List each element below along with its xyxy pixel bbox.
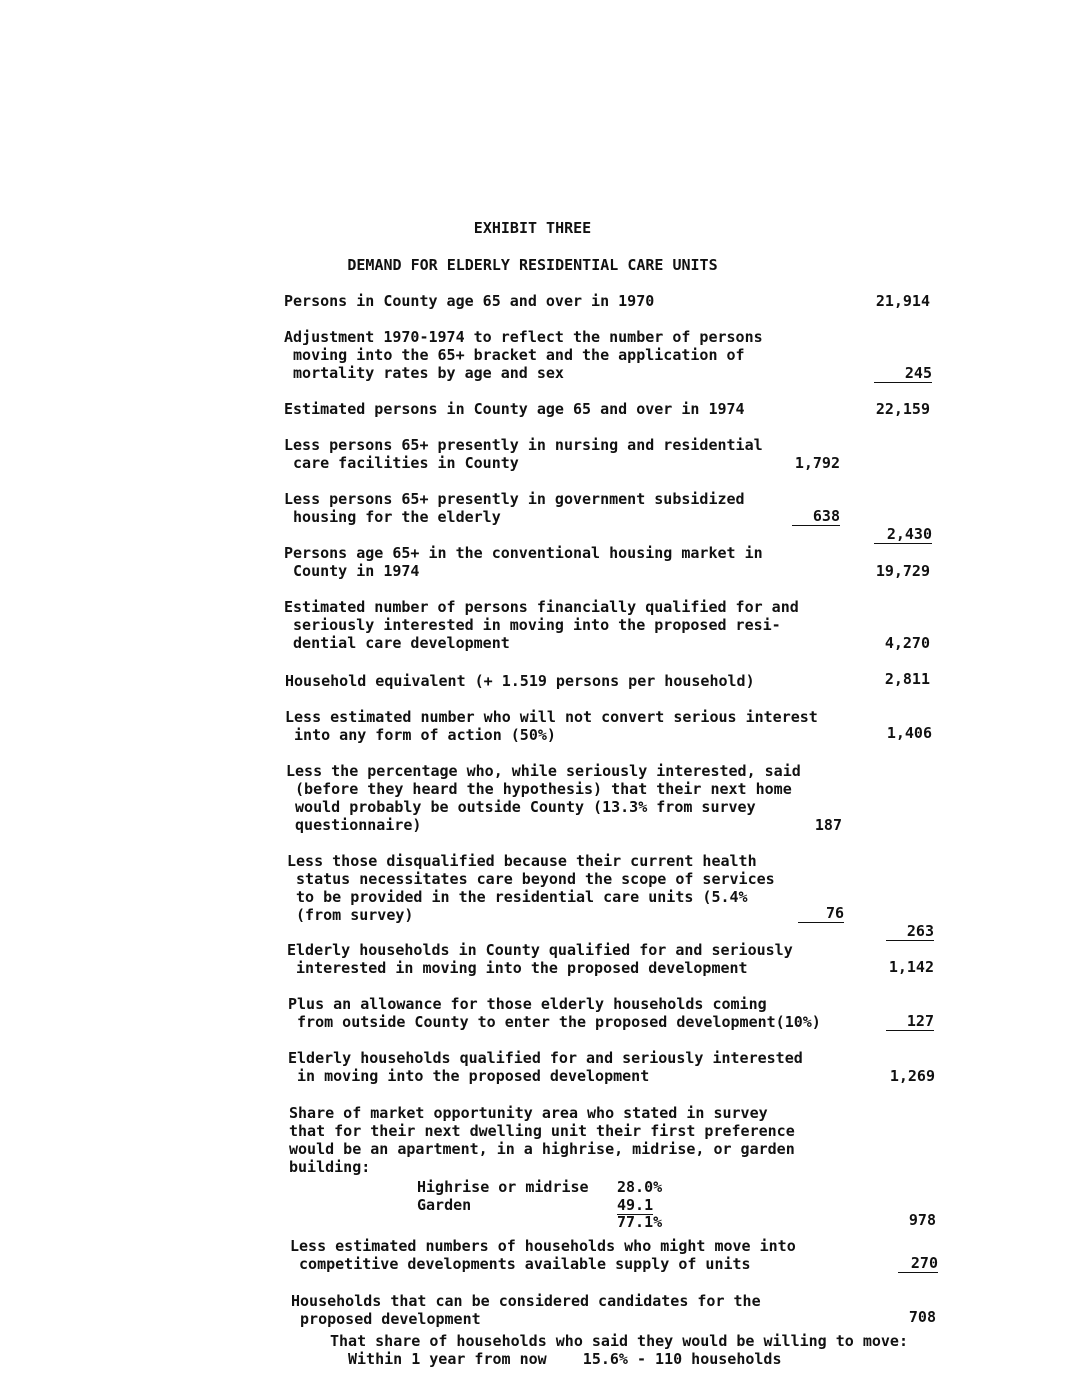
share-garden-value: 49.1: [617, 1196, 654, 1214]
exhibit-label: EXHIBIT THREE: [473, 219, 592, 237]
row-label: Plus an allowance for those elderly households coming from outside County to enter the proposed development(10%): [288, 995, 821, 1031]
row-total: 21,914: [875, 292, 930, 310]
row-total: 270: [898, 1254, 938, 1273]
page-title: DEMAND FOR ELDERLY RESIDENTIAL CARE UNITS: [347, 256, 718, 274]
row-total: 263: [886, 922, 934, 941]
row-total: 978: [908, 1211, 936, 1229]
row-total: 4,270: [884, 634, 930, 652]
row-total: 127: [886, 1012, 934, 1031]
row-total: 1,142: [888, 958, 934, 976]
row-label: Elderly households qualified for and seriously interested in moving into the proposed development: [288, 1049, 803, 1085]
row-label: Elderly households in County qualified for and seriously interested in moving into the proposed development: [287, 941, 793, 977]
footer-line: Within 1 year from now 15.6% - 110 households: [348, 1350, 782, 1368]
row-label: Less the percentage who, while seriously interested, said (before they heard the hypothesis) that their next home would probably be outside County (13.3% from survey questionnaire): [286, 762, 801, 834]
row-label: Household equivalent (+ 1.519 persons per household): [285, 672, 755, 690]
row-label: Less persons 65+ presently in government subsidized housing for the elderly: [284, 490, 745, 526]
row-total: 22,159: [875, 400, 930, 418]
row-total: 19,729: [875, 562, 930, 580]
row-total: 1,406: [886, 724, 932, 742]
row-total: 245: [874, 364, 932, 383]
share-highrise-label: Highrise or midrise: [417, 1178, 589, 1196]
row-subtotal: 187: [814, 816, 842, 834]
row-label: Share of market opportunity area who stated in survey that for their next dwelling unit their first preference would be an apartment, in a highrise, midrise, or garden building:: [289, 1104, 795, 1176]
row-subtotal: 76: [798, 904, 844, 923]
share-garden-label: Garden: [417, 1196, 472, 1214]
row-label: Less persons 65+ presently in nursing and residential care facilities in County: [284, 436, 763, 472]
row-label: Less estimated numbers of households who might move into competitive developments available supply of units: [290, 1237, 796, 1273]
row-label: Persons in County age 65 and over in 1970: [284, 292, 655, 310]
row-total: 2,811: [884, 670, 930, 688]
row-label: Adjustment 1970-1974 to reflect the number of persons moving into the 65+ bracket and the application of mortality rates by age and sex: [284, 328, 763, 382]
row-subtotal: 1,792: [794, 454, 840, 472]
row-label: Less those disqualified because their current health status necessitates care beyond the scope of services to be provided in the residential care units (5.4% (from survey): [287, 852, 775, 924]
footer-line: That share of households who said they would be willing to move:: [330, 1332, 908, 1350]
row-total: 708: [908, 1308, 936, 1326]
share-highrise-value: 28.0%: [617, 1178, 663, 1196]
row-label: Estimated number of persons financially qualified for and seriously interested in moving into the proposed resi- dential care development: [284, 598, 799, 652]
row-label: Households that can be considered candidates for the proposed development: [291, 1292, 761, 1328]
share-sum-value: 77.1%: [617, 1213, 663, 1231]
row-label: Less estimated number who will not convert serious interest into any form of action (50%): [285, 708, 818, 744]
row-total: 2,430: [874, 525, 932, 544]
row-label: Estimated persons in County age 65 and over in 1974: [284, 400, 745, 418]
row-total: 1,269: [889, 1067, 935, 1085]
row-label: Persons age 65+ in the conventional housing market in County in 1974: [284, 544, 763, 580]
row-subtotal: 638: [792, 507, 840, 526]
